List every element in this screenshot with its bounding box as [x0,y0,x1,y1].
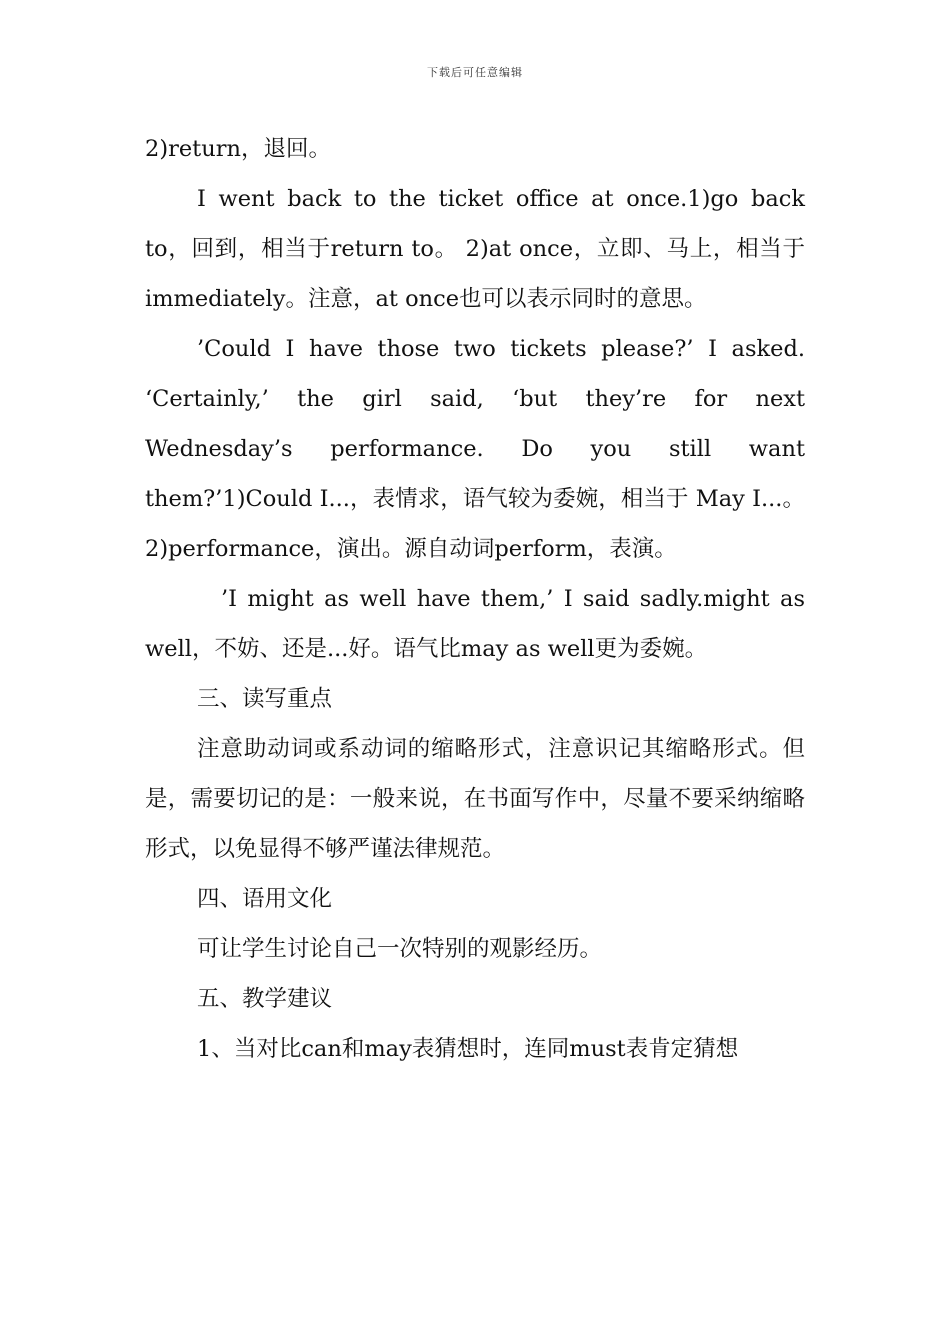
section-heading-teaching-suggestions: 五、教学建议 [197,986,333,1012]
paragraph-discussion: 可让学生讨论自己一次特别的观影经历。 [197,936,603,962]
paragraph-contractions: 注意助动词或系动词的缩略形式，注意识记其缩略形式。但是，需要切记的是：一般来说，在书面写作中，尽量不要采纳缩略形式，以免显得不够严谨法律规范。 [145,736,805,862]
document-body [145,124,805,1074]
section-heading-reading-writing: 三、读写重点 [197,686,333,712]
page-header: 下载后可任意编辑 [427,66,523,79]
paragraph-went-back: I went back to the ticket office at once.1)go back to，回到，相当于return to。 2)at once，立即、马上，相当于immediately。注意，at once也可以表示同时的意思。 [145,186,805,312]
paragraph-return: 2)return，退回。 [145,136,331,162]
paragraph-suggestion-1: 1、当对比can和may表猜想时，连同must表肯定猜想 [197,1036,739,1062]
paragraph-might-as-well: ’I might as well have them,’ I said sadly.might as well，不妨、还是...好。语气比may as well更为委婉。 [145,586,805,662]
paragraph-could-i: ’Could I have those two tickets please?’ I asked. ‘Certainly,’ the girl said, ‘but they’re for next Wednesday’s performance. Do you still want them?’1)Could I...，表情求，语气较为委婉，相当于 May I...。 2)performance，演出。源自动词perform，表演。 [145,336,805,562]
section-heading-pragmatics: 四、语用文化 [197,886,333,912]
